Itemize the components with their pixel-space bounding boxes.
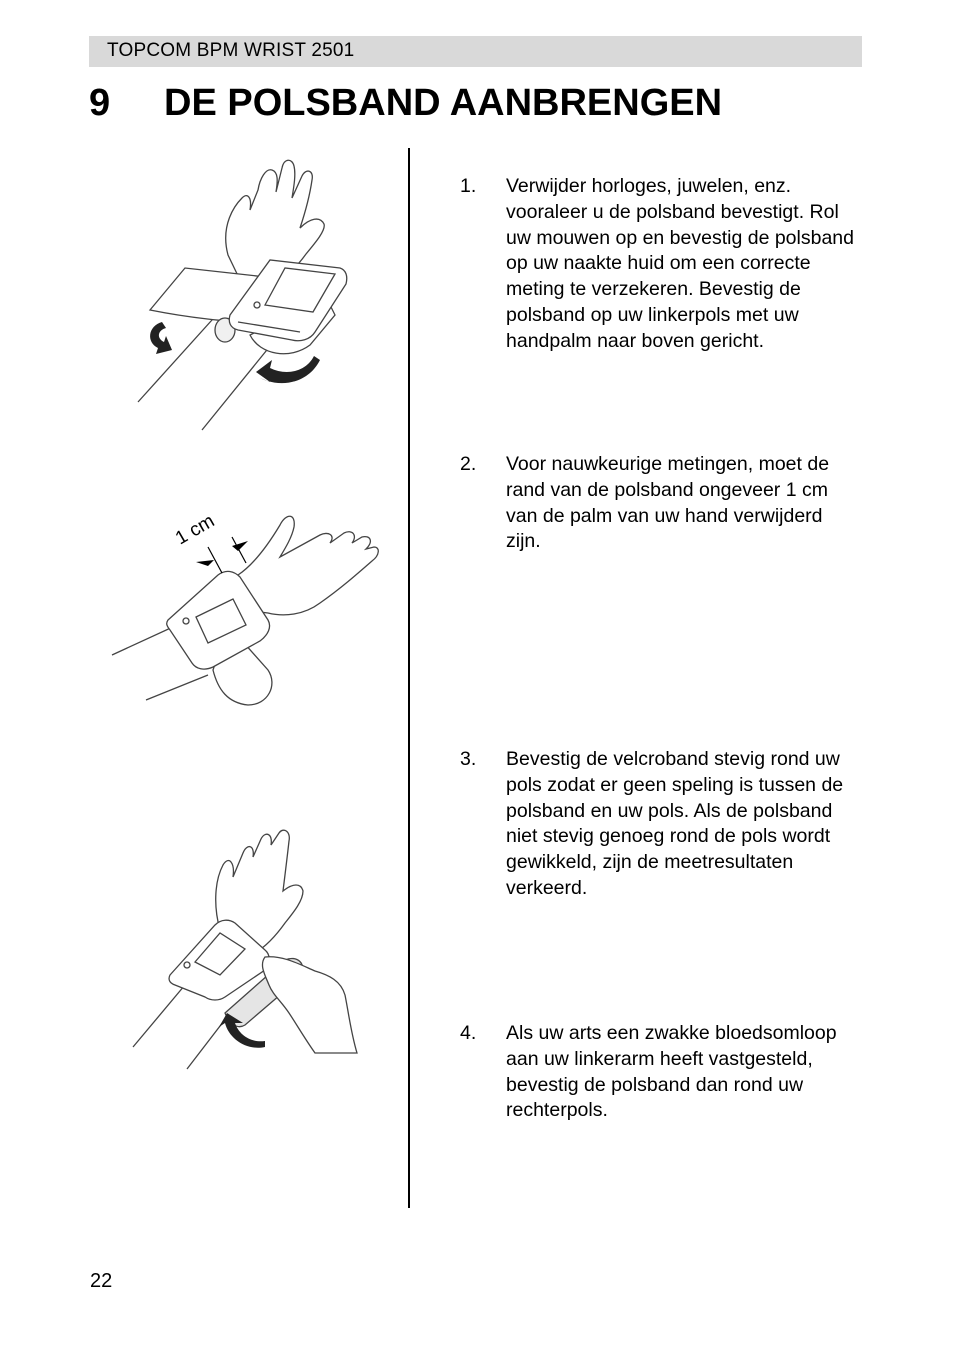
illustration-one-cm-distance <box>108 505 388 715</box>
measure-arrow-left <box>196 560 214 566</box>
step-text: Voor nauwkeurige metingen, moet de rand van de polsband ongeveer 1 cm van de palm van uw hand verwijderd zijn. <box>506 453 830 553</box>
chapter-number: 9 <box>89 82 111 124</box>
step-number: 1. <box>460 175 477 197</box>
step-number: 4. <box>460 1022 477 1044</box>
step-number: 2. <box>460 453 477 475</box>
step-text: Als uw arts een zwakke bloedsomloop aan uw linkerarm heeft vastgesteld, bevestig de polsband dan rond uw rechterpols. <box>506 1022 837 1122</box>
hand-outline <box>238 516 378 615</box>
step-text: Verwijder horloges, juwelen, enz. vooraleer u de polsband bevestigt. Rol uw mouwen op en bevestig de polsband op uw naakte huid om een correcte meting te verzekeren. Bevestig de polsband op uw linkerpols met uw handpalm naar boven gericht. <box>506 175 854 352</box>
measure-mark-left <box>208 547 222 573</box>
page-number: 22 <box>90 1270 113 1292</box>
rotate-arrow-left <box>150 322 172 354</box>
running-header <box>89 36 862 67</box>
header-title: TOPCOM BPM WRIST 2501 <box>107 40 355 61</box>
column-divider <box>408 148 410 1208</box>
helping-hand-outline <box>262 957 357 1053</box>
illustration-wrap-cuff <box>110 150 370 440</box>
rotate-arrow-right <box>256 356 320 383</box>
step-number: 3. <box>460 748 477 770</box>
step-text: Bevestig de velcroband stevig rond uw pols zodat er geen speling is tussen de polsband en uw pols. Als de polsband niet stevig genoeg rond de pols wordt gewikkeld, zijn de meetresultaten verkeerd. <box>506 748 844 899</box>
chapter-title: DE POLSBAND AANBRENGEN <box>164 82 723 124</box>
measure-label: 1 cm <box>172 510 219 550</box>
illustration-tighten-velcro <box>125 825 375 1075</box>
